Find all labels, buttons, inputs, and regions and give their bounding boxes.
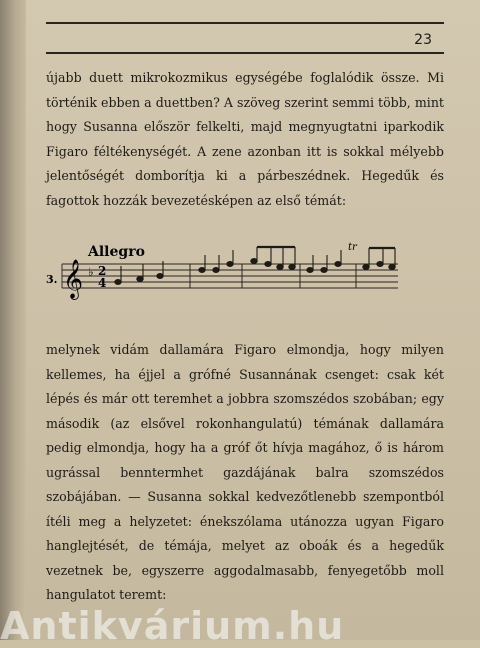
paragraph-intro: újabb duett mikrokozmikus egységébe foglalódik össze. Mi történik ebben a duettben? A szöveg szerint semmi több, mint hogy Susanna először felkelti, majd megnyugtatni iparkodik Figaro féltékenységét. A zene azonban itt is sokkal mélyebb jelentőségét domborítja ki a párbeszédnek. Hegedűk és fagottok hozzák bevezetésképen az első témát: [46,70,444,208]
staff-lines [62,264,398,288]
time-signature-bottom: 4 [98,276,107,290]
watermark: Antikvárium.hu [0,604,345,648]
example-number: 3. [46,273,58,286]
treble-clef: 𝄞 [63,259,84,299]
book-gutter [0,0,26,640]
time-signature-top: 2 [98,264,107,278]
trill-mark: tr [348,242,357,253]
book-page [26,0,480,640]
page-header [46,22,444,54]
key-signature: ♭ [88,265,94,279]
tempo-marking: Allegro [88,244,145,260]
music-example [46,236,446,312]
page-number: 23 [414,32,432,48]
paragraph-main: melynek vidám dallamára Figaro elmondja, hogy milyen kellemes, ha éjjel a grófné Susannának csenget: csak két lépés és már ott teremhet a jobbra szomszédos szobában; egy második (az elsővel rokonhangulatú) témának dallamára pedig elmondja, hogy ha a gróf őt hívja magához, ő is három ugrással benntermhet gazdájának balra szomszédos szobájában. — Susanna sokkal kedvezőtlenebb szempontból ítéli meg a helyzetet: énekszólama utánozza ugyan Figaro hanglejtését, de témája, melyet az oboák és a hegedűk vezetnek be, egyszerre aggodalmasabb, fenyegetőbb moll hangulatot teremt: [46,342,444,602]
